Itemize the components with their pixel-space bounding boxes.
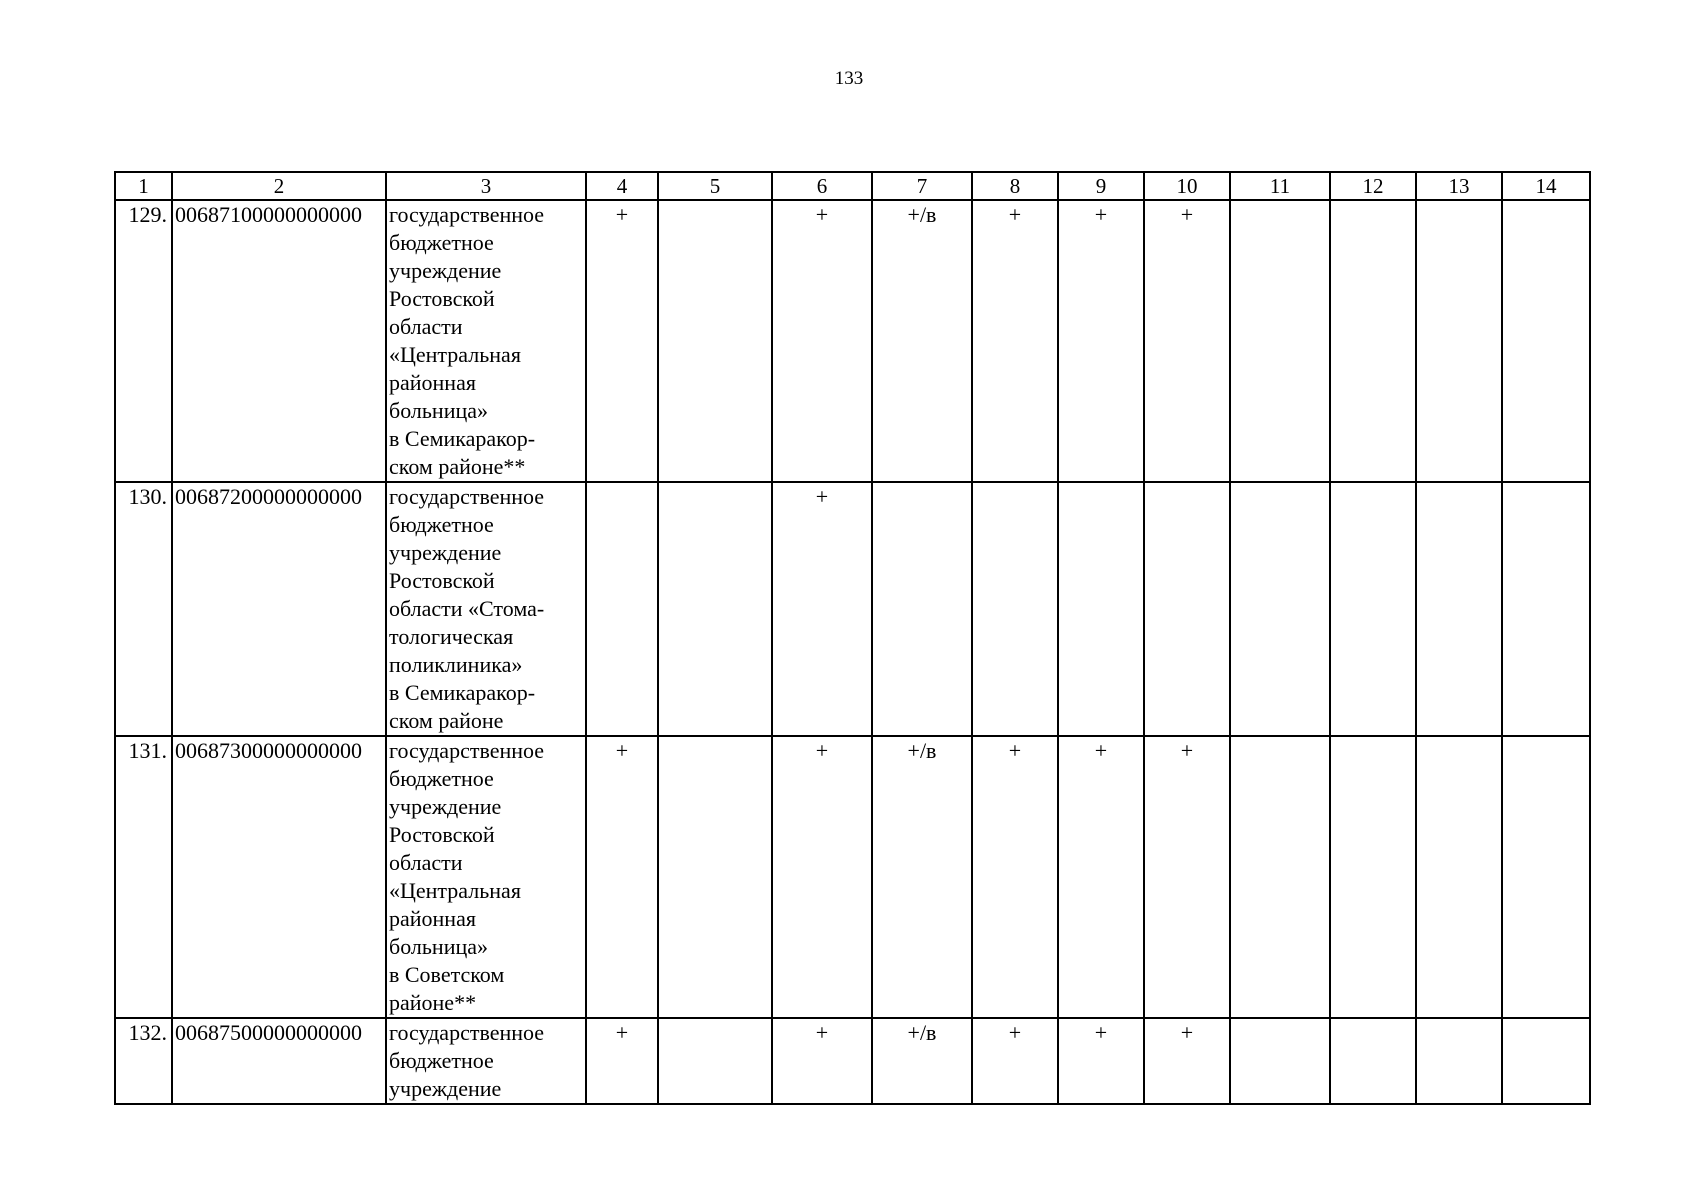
mark-cell: [1330, 736, 1416, 1018]
mark-cell: [1330, 200, 1416, 482]
mark-cell: +: [772, 1018, 872, 1104]
mark-cell: +: [1058, 200, 1144, 482]
name-line: районе**: [389, 990, 477, 1015]
mark-cell: +: [972, 200, 1058, 482]
column-header: 5: [658, 172, 772, 200]
name-line: районная: [389, 906, 476, 931]
mark-cell: +: [1144, 1018, 1230, 1104]
column-header: 9: [1058, 172, 1144, 200]
name-line: области: [389, 850, 463, 875]
mark-cell: [972, 482, 1058, 736]
name-line: государственное: [389, 1020, 545, 1045]
table-row: [115, 736, 1590, 1018]
name-line: в Семикаракор-: [389, 426, 536, 451]
name-line: бюджетное: [389, 1048, 494, 1073]
table-row: [115, 1018, 1590, 1104]
column-header: 13: [1416, 172, 1502, 200]
column-header: 7: [872, 172, 972, 200]
mark-cell: [1416, 1018, 1502, 1104]
name-line: в Советском: [389, 962, 505, 987]
institution-name: [386, 736, 586, 1018]
mark-cell: +: [1144, 736, 1230, 1018]
mark-cell: [586, 482, 658, 736]
mark-cell: [1230, 1018, 1330, 1104]
name-line: государственное: [389, 202, 545, 227]
mark-cell: +: [772, 736, 872, 1018]
name-line: области «Стома-: [389, 596, 545, 621]
name-line: Ростовской: [389, 286, 495, 311]
mark-cell: +: [972, 736, 1058, 1018]
mark-cell: [1502, 1018, 1590, 1104]
column-header: 4: [586, 172, 658, 200]
name-line: области: [389, 314, 463, 339]
row-number: 129.: [115, 200, 172, 482]
column-header: 11: [1230, 172, 1330, 200]
column-header: 14: [1502, 172, 1590, 200]
name-line: Ростовской: [389, 822, 495, 847]
mark-cell: [872, 482, 972, 736]
column-header: 3: [386, 172, 586, 200]
row-number: 132.: [115, 1018, 172, 1104]
row-number: 130.: [115, 482, 172, 736]
name-line: ском районе**: [389, 454, 526, 479]
mark-cell: +: [586, 1018, 658, 1104]
mark-cell: +/в: [872, 1018, 972, 1104]
registry-code: 00687300000000000: [172, 736, 386, 1018]
mark-cell: [1416, 482, 1502, 736]
name-line: ском районе: [389, 708, 504, 733]
registry-code: 00687100000000000: [172, 200, 386, 482]
mark-cell: [1502, 200, 1590, 482]
name-line: «Центральная: [389, 878, 521, 903]
name-line: Ростовской: [389, 568, 495, 593]
mark-cell: +: [1144, 200, 1230, 482]
name-line: учреждение: [389, 258, 502, 283]
name-line: государственное: [389, 738, 545, 763]
name-line: тологическая: [389, 624, 514, 649]
mark-cell: [1416, 736, 1502, 1018]
mark-cell: +/в: [872, 736, 972, 1018]
name-line: в Семикаракор-: [389, 680, 536, 705]
mark-cell: +/в: [872, 200, 972, 482]
mark-cell: +: [586, 736, 658, 1018]
mark-cell: [658, 736, 772, 1018]
mark-cell: [1330, 482, 1416, 736]
name-line: «Центральная: [389, 342, 521, 367]
column-header: 10: [1144, 172, 1230, 200]
mark-cell: +: [586, 200, 658, 482]
registry-code: 00687500000000000: [172, 1018, 386, 1104]
header-row: [115, 172, 1590, 200]
name-line: поликлиника»: [389, 652, 523, 677]
mark-cell: [1416, 200, 1502, 482]
institution-name: [386, 482, 586, 736]
mark-cell: [1144, 482, 1230, 736]
mark-cell: [1230, 482, 1330, 736]
name-line: районная: [389, 370, 476, 395]
mark-cell: +: [772, 200, 872, 482]
mark-cell: +: [972, 1018, 1058, 1104]
table-row: [115, 482, 1590, 736]
name-line: учреждение: [389, 794, 502, 819]
mark-cell: +: [1058, 1018, 1144, 1104]
column-header: 6: [772, 172, 872, 200]
institution-name: [386, 1018, 586, 1104]
name-line: учреждение: [389, 540, 502, 565]
mark-cell: [658, 200, 772, 482]
mark-cell: [1330, 1018, 1416, 1104]
mark-cell: [1230, 200, 1330, 482]
name-line: больница»: [389, 398, 488, 423]
mark-cell: +: [772, 482, 872, 736]
column-header: 2: [172, 172, 386, 200]
row-number: 131.: [115, 736, 172, 1018]
registry-table: [114, 171, 1591, 1105]
column-header: 8: [972, 172, 1058, 200]
page-number: 133: [834, 68, 864, 89]
mark-cell: [1502, 736, 1590, 1018]
mark-cell: [1058, 482, 1144, 736]
mark-cell: +: [1058, 736, 1144, 1018]
mark-cell: [658, 482, 772, 736]
mark-cell: [658, 1018, 772, 1104]
name-line: больница»: [389, 934, 488, 959]
mark-cell: [1230, 736, 1330, 1018]
mark-cell: [1502, 482, 1590, 736]
column-header: 12: [1330, 172, 1416, 200]
name-line: бюджетное: [389, 766, 494, 791]
name-line: бюджетное: [389, 512, 494, 537]
institution-name: [386, 200, 586, 482]
name-line: учреждение: [389, 1076, 502, 1101]
name-line: государственное: [389, 484, 545, 509]
column-header: 1: [115, 172, 172, 200]
name-line: бюджетное: [389, 230, 494, 255]
table-row: [115, 200, 1590, 482]
registry-code: 00687200000000000: [172, 482, 386, 736]
